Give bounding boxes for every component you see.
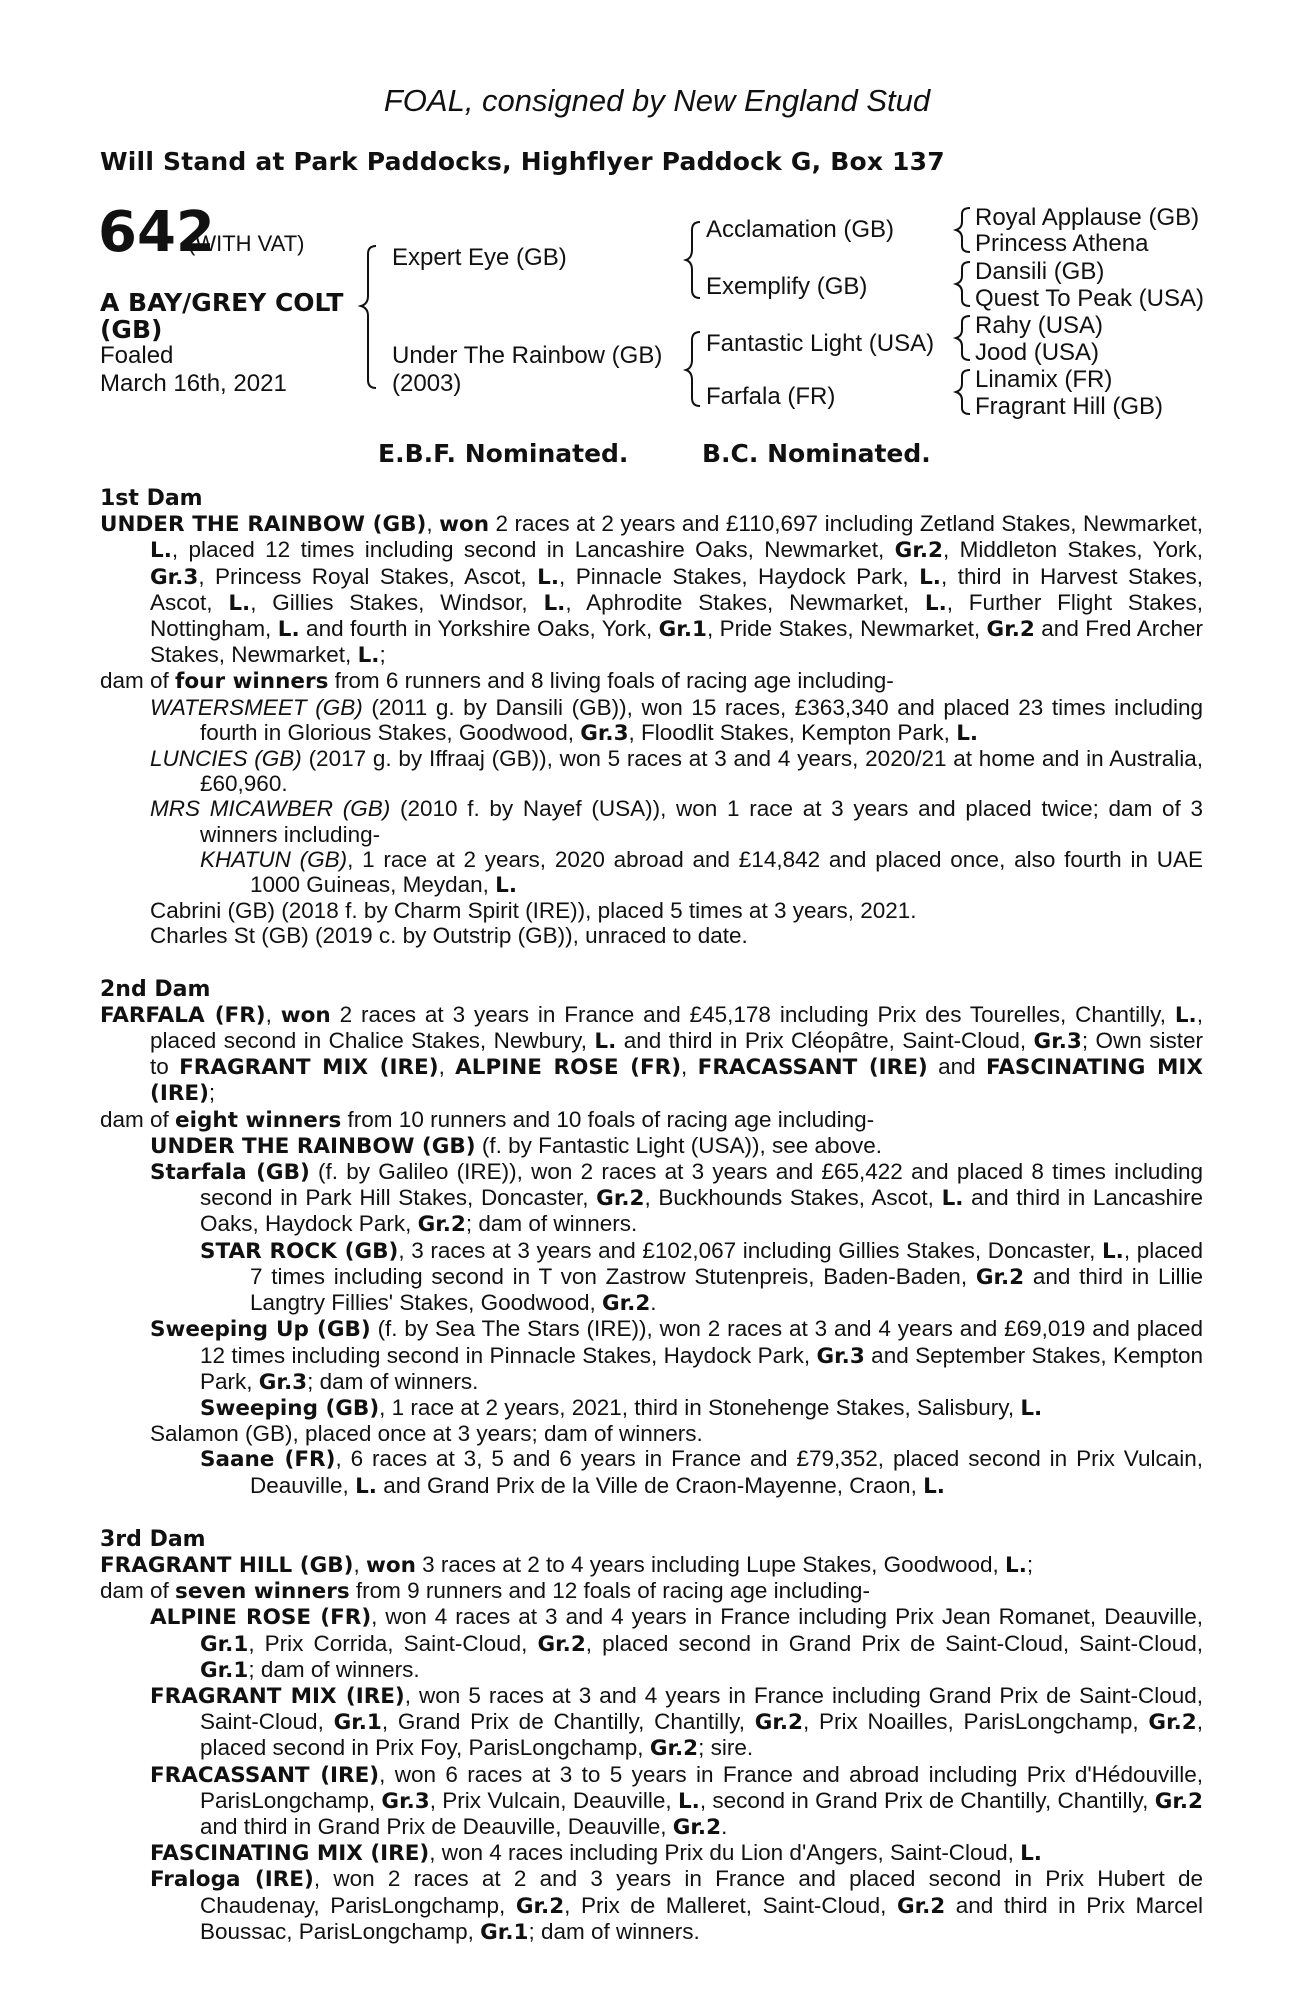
bold-run: Gr.2 [596, 1186, 645, 1212]
text-run: , placed 12 times including second in Lancashire Oaks, Newmarket, [171, 537, 895, 563]
horse-name: MRS MICAWBER (GB) [150, 796, 391, 822]
text-run: from 10 runners and 10 foals of racing age including- [341, 1106, 875, 1132]
text-run: , 1 race at 2 years, 2021, third in Stonehenge Stakes, Salisbury, [379, 1394, 1021, 1420]
text-run: , Further Flight Stakes, Nottingham, [150, 589, 1203, 642]
text-run: and third in Lillie Langtry Fillies' Stakes, Goodwood, [250, 1263, 1203, 1316]
produce-entry [100, 746, 1203, 796]
text-run: and Fred Archer Stakes, Newmarket, [150, 616, 1203, 668]
brace-dam [686, 332, 700, 406]
bold-run: Gr.3 [816, 1343, 865, 1369]
bold-run: L. [1020, 1395, 1043, 1421]
produce-entry [100, 1866, 1203, 1945]
grandsire-5: Rahy (USA) [975, 312, 1104, 339]
produce-entry [100, 796, 1203, 846]
grandsire-2: Princess Athena [975, 230, 1149, 257]
lot-number: 642 [98, 200, 215, 265]
bold-run: UNDER THE RAINBOW (GB) [100, 512, 427, 538]
text-run: (f. by Galileo (IRE)), won 2 races at 3 years and £65,422 and placed 8 times including second in Park Hill Stakes, Doncaster, [200, 1159, 1203, 1211]
stand-location: Will Stand at Park Paddocks, Highflyer Paddock G, Box 137 [100, 147, 945, 176]
bold-run: L. [150, 538, 172, 564]
text-run: dam of [100, 1106, 176, 1132]
bold-run: Gr.2 [1154, 1788, 1203, 1814]
bold-run: FRAGRANT HILL (GB) [100, 1552, 354, 1578]
first-dam-produce-summary [100, 668, 1203, 694]
third-dam-record [100, 1552, 1203, 1578]
bold-run: L. [956, 720, 979, 746]
bold-run: Gr.3 [381, 1788, 430, 1814]
vat-note: (WITH VAT) [188, 231, 305, 256]
bold-run: UNDER THE RAINBOW (GB) [150, 1133, 476, 1159]
bold-run: L. [1101, 1238, 1124, 1264]
text-run: , [438, 1054, 456, 1080]
produce-entry [100, 1159, 1203, 1238]
text-run: , Prix Corrida, Saint-Cloud, [248, 1630, 538, 1656]
lot-description-country: (GB) [100, 315, 163, 344]
produce-entry [100, 1446, 1203, 1498]
text-run: Charles St (GB) (2019 c. by Outstrip (GB)), unraced to date. [150, 923, 748, 949]
bold-run: L. [543, 590, 566, 616]
bold-run: Gr.3 [580, 720, 629, 746]
text-run: , Prix de Malleret, Saint-Cloud, [564, 1892, 897, 1918]
produce-entry [100, 1316, 1203, 1395]
produce-entry [100, 695, 1203, 746]
bold-run: L. [357, 643, 380, 669]
bold-run: FRACASSANT (IRE) [150, 1762, 380, 1788]
text-run: dam of [100, 668, 176, 694]
bold-run: Gr.2 [672, 1814, 722, 1840]
text-run: , [265, 1001, 281, 1027]
text-run: ; dam of winners. [307, 1368, 479, 1394]
text-run: , won 6 races at 3 to 5 years in France and abroad including Prix d'Hédouville, ParisLongchamp, [200, 1761, 1203, 1813]
produce-entry [100, 1395, 1203, 1421]
grandsire-1: Royal Applause (GB) [975, 204, 1200, 231]
text-run: (2017 g. by Iffraaj (GB)), won 5 races at 3 and 4 years, 2020/21 at home and in Australia, £60,960. [200, 746, 1203, 797]
horse-name: WATERSMEET (GB) [150, 694, 363, 720]
text-run: , Middleton Stakes, York, [942, 537, 1203, 563]
text-run: and [927, 1054, 986, 1080]
bold-run: L. [228, 590, 251, 616]
text-run: ; sire. [698, 1735, 754, 1761]
text-run: (f. by Sea The Stars (IRE)), won 2 races at 3 and 4 years and £69,019 and placed 12 times including second in Pinnacle Stakes, Haydock Park, [200, 1316, 1203, 1368]
text-run: , Buckhounds Stakes, Ascot, [644, 1185, 942, 1211]
bold-run: Gr.3 [1033, 1029, 1082, 1055]
brace-g3 [956, 316, 970, 360]
bold-run: L. [1020, 1841, 1042, 1867]
bold-run: L. [495, 873, 518, 899]
bold-run: Gr.2 [894, 538, 943, 564]
bold-run: L. [1174, 1002, 1197, 1028]
text-run: , won 2 races at 2 and 3 years in France and placed second in Prix Hubert de Chaudenay, ParisLongchamp, [200, 1866, 1203, 1918]
text-run: , placed 7 times including second in T von Zastrow Stutenpreis, Baden-Baden, [250, 1237, 1204, 1289]
text-run: , Floodlit Stakes, Kempton Park, [628, 719, 957, 745]
bold-run: Gr.2 [515, 1893, 565, 1919]
text-run: , placed second in Chalice Stakes, Newbury, [150, 1001, 1203, 1054]
first-dam-heading: 1st Dam [100, 486, 203, 511]
text-run: ; [208, 1080, 216, 1106]
text-run: 3 races at 2 to 4 years including Lupe Stakes, Goodwood, [415, 1551, 1006, 1577]
dam-dam-name: Farfala (FR) [706, 383, 836, 410]
text-run: , [353, 1551, 366, 1577]
text-run: , won 4 races at 3 and 4 years in France including Prix Jean Romanet, Deauville, [371, 1604, 1203, 1630]
bold-run: L. [923, 1473, 945, 1499]
sire-sire-name: Acclamation (GB) [706, 216, 895, 243]
bold-run: FRAGRANT MIX (IRE) [179, 1055, 439, 1081]
text-run: ; dam of winners. [248, 1656, 420, 1682]
text-run: (2011 g. by Dansili (GB)), won 15 races, £363,340 and placed 23 times including fourth in Glorious Stakes, Goodwood, [200, 694, 1204, 745]
first-dam-record [100, 511, 1203, 668]
foaled-date: March 16th, 2021 [100, 370, 287, 397]
text-run: , third in Harvest Stakes, Ascot, [150, 563, 1203, 615]
brace-main [361, 246, 376, 388]
text-run: , placed second in Prix Foy, ParisLongchamp, [200, 1709, 1203, 1761]
text-run: . [650, 1290, 657, 1316]
text-run: ; dam of winners. [465, 1211, 638, 1237]
text-run: dam of [100, 1578, 176, 1604]
bold-run: Gr.2 [986, 617, 1035, 643]
text-run: (f. by Fantastic Light (USA)), see above. [475, 1132, 883, 1158]
dam-name: Under The Rainbow (GB) [392, 342, 663, 369]
consignment-title: FOAL, consigned by New England Stud [383, 83, 931, 118]
grandsire-3: Dansili (GB) [975, 258, 1105, 285]
bold-run: Sweeping Up (GB) [150, 1317, 371, 1343]
bold-run: Gr.2 [754, 1710, 804, 1736]
bold-run: Gr.3 [258, 1369, 308, 1395]
produce-entry [100, 923, 1203, 948]
text-run: ; dam of winners. [528, 1918, 700, 1944]
bold-run: Gr.1 [333, 1710, 382, 1736]
bold-run: Gr.2 [601, 1291, 651, 1317]
text-run: , second in Grand Prix de Chantilly, Chantilly, [699, 1787, 1155, 1813]
bold-run: Gr.1 [480, 1919, 529, 1945]
produce-entry [100, 1238, 1203, 1317]
text-run: and fourth in Yorkshire Oaks, York, [299, 616, 659, 642]
text-run: from 6 runners and 8 living foals of racing age including- [328, 668, 894, 694]
text-run: , [681, 1054, 698, 1080]
bold-run: FASCINATING MIX (IRE) [150, 1841, 430, 1867]
produce-entry [100, 1133, 1203, 1159]
text-run: ; Own sister to [150, 1028, 1203, 1080]
bold-run: L. [594, 1029, 617, 1055]
bold-run: Saane (FR) [200, 1447, 336, 1473]
lot-description: A BAY/GREY COLT [100, 288, 344, 317]
text-run: and September Stakes, Kempton Park, [200, 1342, 1204, 1394]
bold-run: Gr.2 [537, 1631, 586, 1657]
catalogue-body [100, 486, 1203, 1945]
bold-run: L. [537, 564, 559, 590]
text-run: and Grand Prix de la Ville de Craon-Mayenne, Craon, [376, 1472, 924, 1498]
bold-run: Gr.3 [150, 564, 199, 590]
text-run: , won 5 races at 3 and 4 years in France including Grand Prix de Saint-Cloud, Saint-Cloud, [200, 1682, 1203, 1735]
text-run: 2 races at 2 years and £110,697 including Zetland Stakes, Newmarket, [489, 511, 1203, 537]
grandsire-8: Fragrant Hill (GB) [975, 393, 1164, 420]
text-run: 2 races at 3 years in France and £45,178 including Prix des Tourelles, Chantilly, [330, 1001, 1175, 1027]
brace-sire [686, 222, 700, 298]
bold-run: Sweeping (GB) [200, 1395, 380, 1421]
bold-run: Gr.2 [975, 1264, 1025, 1290]
brace-g2 [956, 262, 970, 306]
bold-run: won [280, 1002, 331, 1028]
text-run: and third in Prix Marcel Boussac, ParisLongchamp, [200, 1892, 1203, 1944]
horse-name: LUNCIES (GB) [150, 746, 302, 772]
bold-run: L. [924, 590, 947, 616]
bold-run: L. [677, 1788, 700, 1814]
bold-run: L. [919, 564, 941, 590]
bold-run: Gr.2 [896, 1893, 946, 1919]
text-run: , 1 race at 2 years, 2020 abroad and £14,842 and placed once, also fourth in UAE 1000 Guineas, Meydan, [250, 846, 1203, 898]
produce-entry [100, 1421, 1203, 1446]
sire-dam-name: Exemplify (GB) [706, 273, 868, 300]
bold-run: Gr.1 [658, 617, 707, 643]
third-dam-produce-summary [100, 1578, 1203, 1604]
sire-name: Expert Eye (GB) [392, 244, 567, 271]
grandsire-6: Jood (USA) [975, 339, 1100, 366]
bold-run: eight winners [175, 1107, 342, 1133]
text-run: , [426, 511, 440, 537]
brace-g4 [956, 370, 970, 414]
text-run: Salamon (GB), placed once at 3 years; dam of winners. [150, 1421, 703, 1447]
bold-run: Gr.1 [200, 1657, 249, 1683]
foaled-label: Foaled [100, 342, 174, 369]
grandsire-7: Linamix (FR) [975, 366, 1113, 393]
dam-year: (2003) [392, 370, 462, 397]
text-run: and third in Grand Prix de Deauville, Deauville, [200, 1813, 673, 1839]
text-run: , Pinnacle Stakes, Haydock Park, [559, 563, 920, 589]
bold-run: won [439, 512, 490, 538]
second-dam-produce-summary [100, 1107, 1203, 1133]
bc-nomination: B.C. Nominated. [702, 439, 931, 468]
third-dam-heading: 3rd Dam [100, 1526, 206, 1552]
text-run: Cabrini (GB) (2018 f. by Charm Spirit (IRE)), placed 5 times at 3 years, 2021. [150, 898, 917, 924]
bold-run: ALPINE ROSE (FR) [150, 1605, 372, 1631]
bold-run: L. [941, 1186, 964, 1212]
bold-run: Starfala (GB) [150, 1160, 310, 1186]
text-run: and third in Lancashire Oaks, Haydock Park, [200, 1185, 1203, 1237]
bold-run: L. [277, 617, 300, 643]
dam-sire-name: Fantastic Light (USA) [706, 330, 935, 357]
text-run: , Gillies Stakes, Windsor, [250, 589, 544, 615]
text-run: and third in Prix Cléopâtre, Saint-Cloud, [616, 1028, 1034, 1054]
bold-run: Fraloga (IRE) [150, 1867, 314, 1893]
text-run: , Grand Prix de Chantilly, Chantilly, [381, 1709, 755, 1735]
text-run: , 3 races at 3 years and £102,067 including Gillies Stakes, Doncaster, [398, 1237, 1102, 1263]
horse-name: KHATUN (GB) [200, 846, 348, 872]
text-run: , Prix Vulcain, Deauville, [429, 1787, 678, 1813]
text-run: ; [1026, 1551, 1034, 1577]
text-run: , won 4 races including Prix du Lion d'Angers, Saint-Cloud, [429, 1840, 1021, 1866]
text-run: . [721, 1813, 728, 1839]
produce-entry [100, 898, 1203, 923]
second-dam-record [100, 1002, 1203, 1107]
produce-entry [100, 1762, 1203, 1841]
bold-run: FARFALA (FR) [100, 1002, 266, 1028]
produce-entry [100, 1840, 1203, 1866]
bold-run: L. [1005, 1552, 1027, 1578]
text-run: (2010 f. by Nayef (USA)), won 1 race at 3 years and placed twice; dam of 3 winners including- [200, 796, 1203, 847]
bold-run: won [365, 1552, 416, 1578]
produce-entry [100, 847, 1203, 898]
bold-run: ALPINE ROSE (FR) [455, 1055, 682, 1081]
bold-run: Gr.2 [417, 1212, 466, 1238]
bold-run: Gr.2 [649, 1736, 699, 1762]
produce-entry [100, 1683, 1203, 1762]
bold-run: seven winners [175, 1579, 350, 1605]
text-run: ; [379, 642, 386, 668]
text-run: , 6 races at 3, 5 and 6 years in France and £79,352, placed second in Prix Vulcain, Deauville, [250, 1446, 1203, 1498]
bold-run: FRACASSANT (IRE) [697, 1055, 928, 1081]
bold-run: FRAGRANT MIX (IRE) [150, 1683, 405, 1709]
text-run: , Pride Stakes, Newmarket, [706, 616, 987, 642]
text-run: , Princess Royal Stakes, Ascot, [198, 563, 538, 589]
ebf-nomination: E.B.F. Nominated. [378, 439, 629, 468]
produce-entry [100, 1604, 1203, 1683]
brace-g1 [956, 208, 970, 252]
bold-run: four winners [175, 669, 329, 695]
bold-run: FASCINATING MIX (IRE) [150, 1055, 1203, 1107]
text-run: , Prix Noailles, ParisLongchamp, [803, 1709, 1149, 1735]
text-run: , placed second in Grand Prix de Saint-Cloud, Saint-Cloud, [585, 1630, 1203, 1656]
second-dam-heading: 2nd Dam [100, 976, 211, 1002]
bold-run: Gr.2 [1148, 1710, 1197, 1736]
bold-run: L. [355, 1473, 377, 1499]
grandsire-4: Quest To Peak (USA) [975, 285, 1204, 312]
text-run: , Aphrodite Stakes, Newmarket, [565, 589, 925, 615]
text-run: from 9 runners and 12 foals of racing age including- [349, 1578, 870, 1604]
bold-run: Gr.1 [200, 1631, 249, 1657]
bold-run: STAR ROCK (GB) [200, 1238, 399, 1264]
